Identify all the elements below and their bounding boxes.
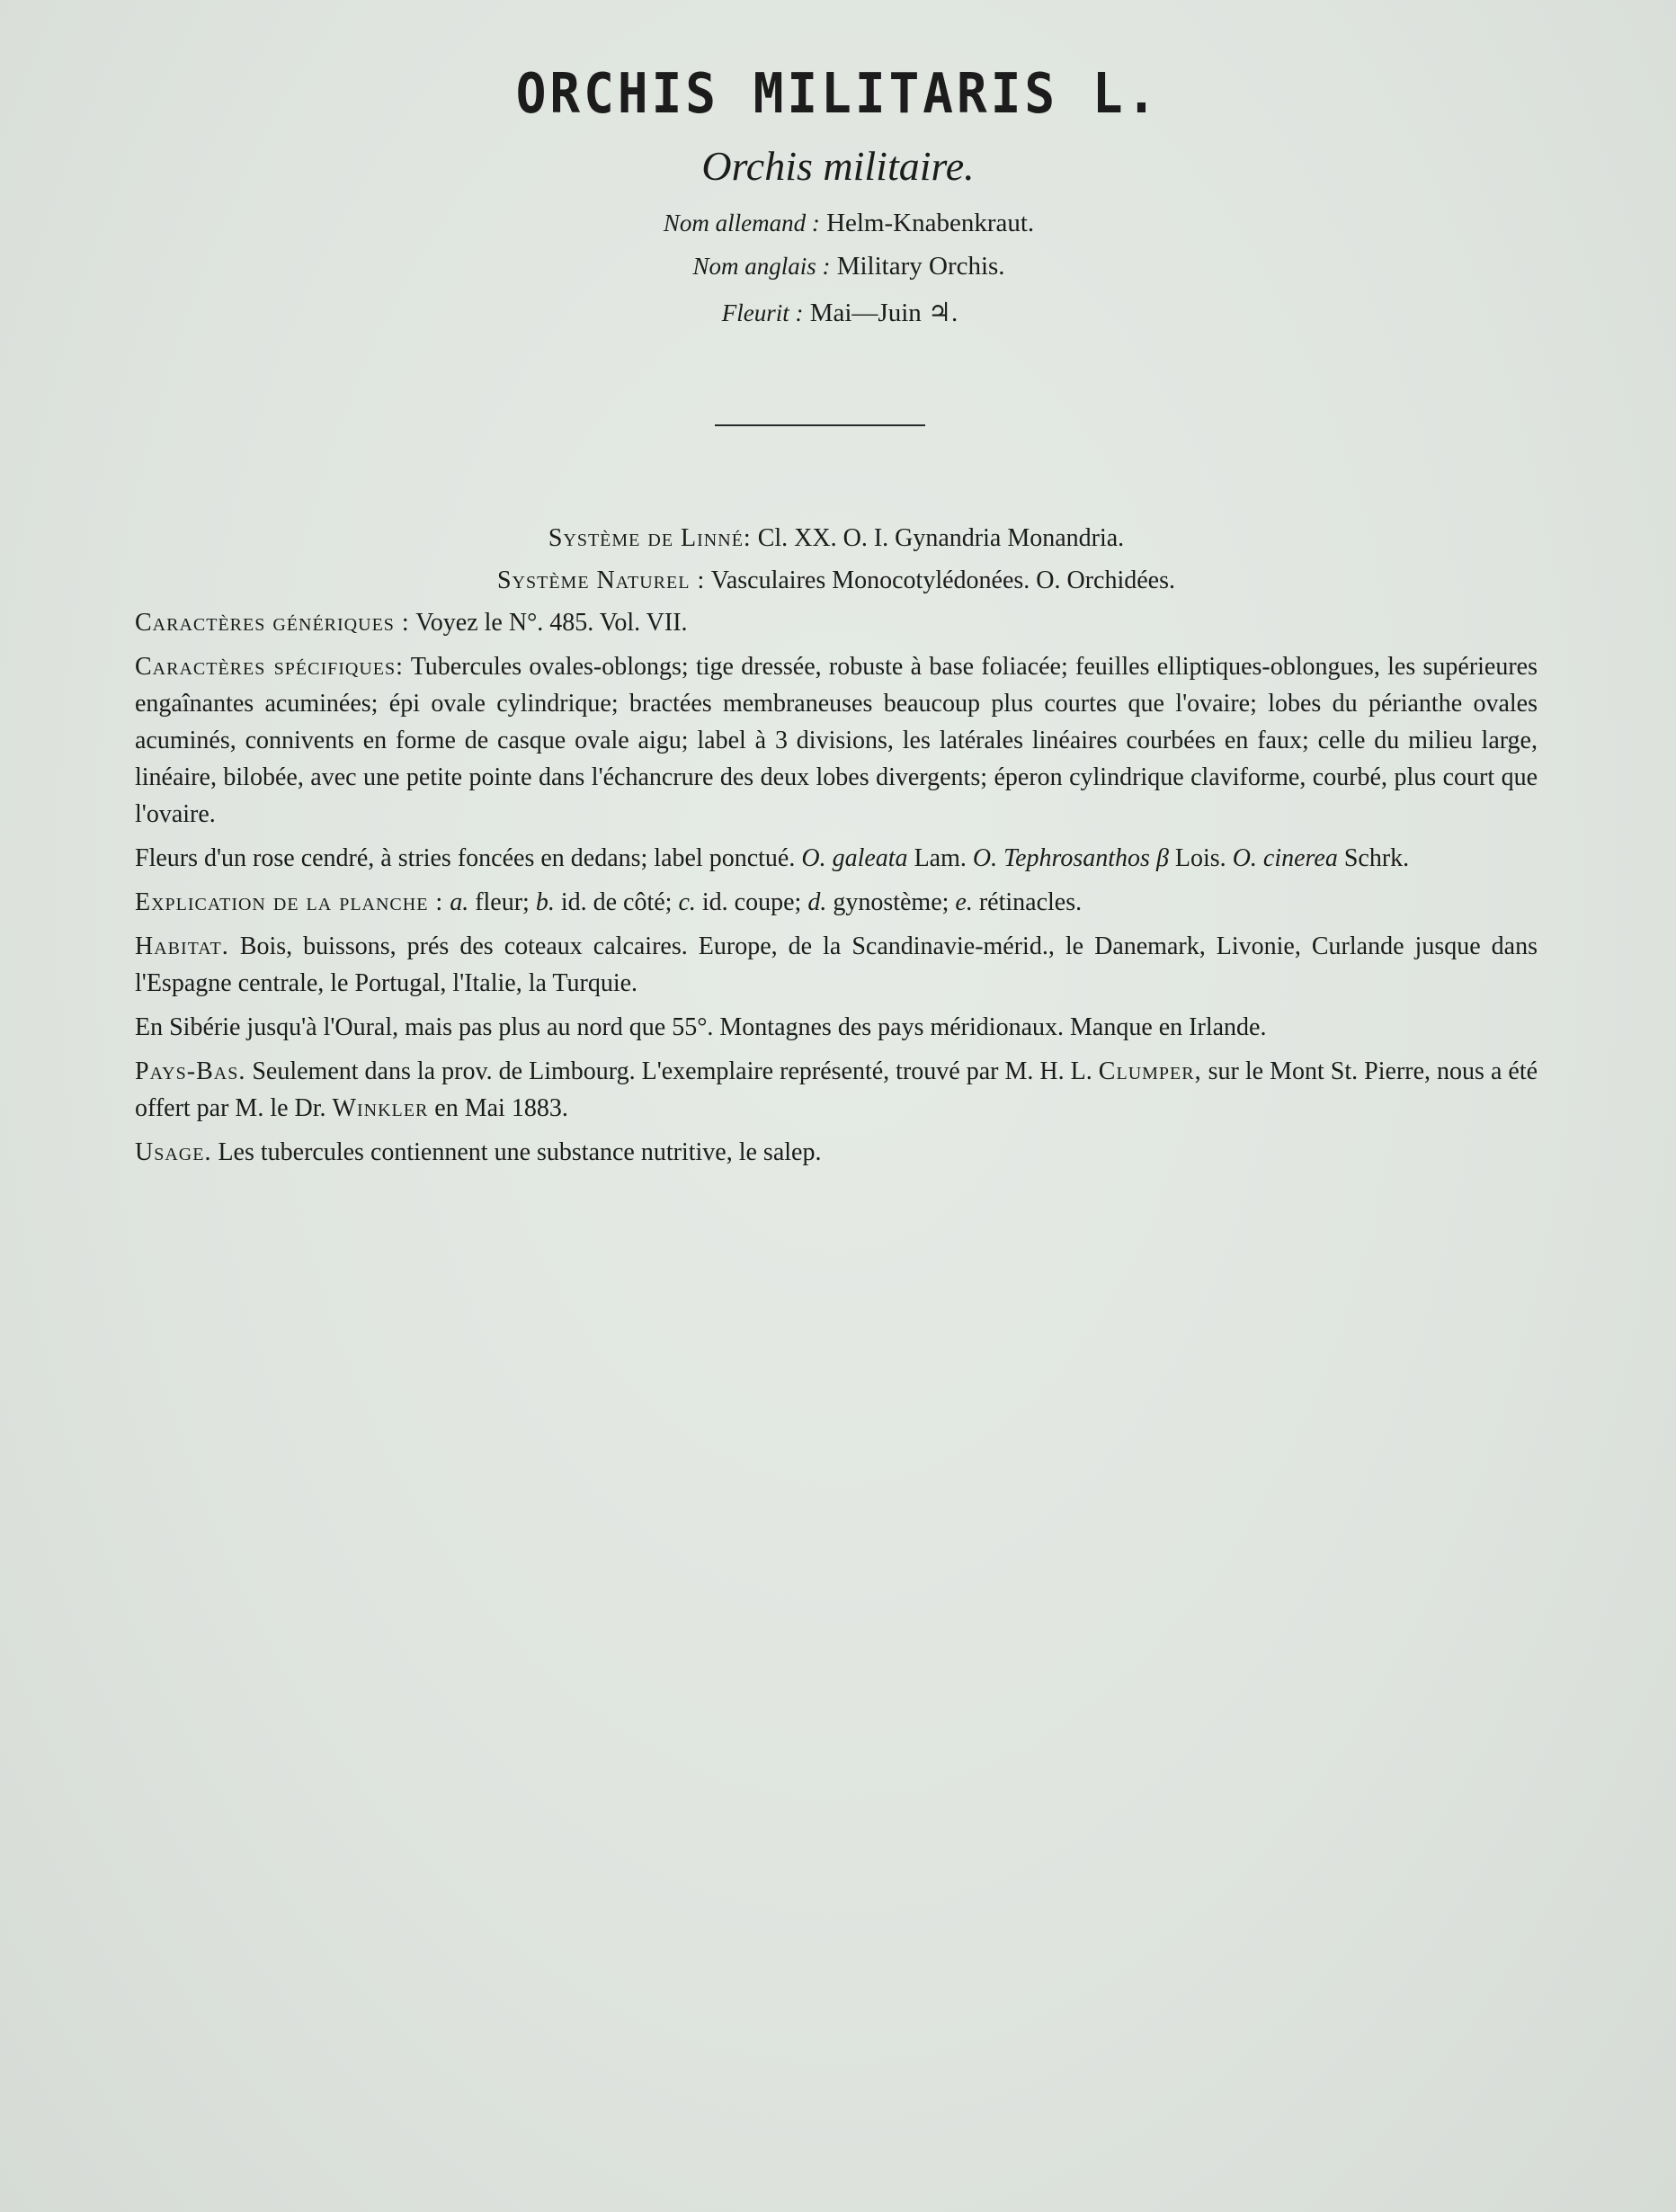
usage-label: Usage. [135, 1138, 212, 1166]
key-c: c. [678, 888, 696, 916]
usage-text: Les tubercules contiennent une substance nutritive, le salep. [218, 1138, 822, 1166]
habitat-paragraph [135, 928, 1538, 1002]
specifiques-label: Caractères spécifiques: [135, 653, 404, 681]
paysbas-text-2: sur le Mont St. Pierre, nous a été offert par M. le Dr. [135, 1057, 1538, 1122]
flowers-paragraph [135, 840, 1538, 877]
key-a: a. [450, 888, 469, 916]
paysbas-label: Pays-Bas. [135, 1057, 246, 1085]
species-title: ORCHIS MILITARIS L. [515, 61, 1161, 127]
netherlands-paragraph [135, 1053, 1538, 1127]
habitat-text: Bois, buissons, prés des coteaux calcaires. Europe, de la Scandinavie-mérid., le Danemark, Livonie, Curlande jusque dans l'Espagne centrale, le Portugal, l'Italie, la Turquie. [135, 932, 1538, 997]
separator-rule [715, 424, 925, 426]
collector-name: Clumper, [1098, 1057, 1202, 1085]
naturel-label: Système Naturel : [496, 566, 706, 594]
author-schrk: Schrk. [1343, 844, 1410, 872]
donor-name: Winkler [332, 1094, 429, 1122]
paysbas-text-3: en Mai 1883. [434, 1094, 568, 1122]
plate-explanation [135, 884, 1538, 921]
german-name-label: Nom allemand : [663, 210, 820, 236]
flowering-label: Fleurit : [721, 299, 804, 326]
fleurs-text: Fleurs d'un rose cendré, à stries foncées en dedans; label ponctué. [135, 844, 796, 872]
english-name-value: Military Orchis. [836, 252, 1005, 281]
expl-b: id. de côté; [560, 888, 673, 916]
specific-characters [135, 648, 1538, 833]
linne-text: Cl. XX. O. I. Gynandria Monandria. [757, 524, 1125, 552]
german-name-value: Helm-Knabenkraut. [826, 209, 1035, 237]
author-lois: Lois. [1174, 844, 1226, 872]
specifiques-text: Tubercules ovales-oblongs; tige dressée, robuste à base foliacée; feuilles elliptiques-oblongues, les supérieures engaînantes acuminées; épi ovale cylindrique; bractées membraneuses beaucoup plus courtes que l'ovaire; lobes du périanthe ovales acuminés, connivents en forme de casque ovale aigu; label à 3 divisions, les latérales linéaires courbées en faux; celle du milieu large, linéaire, bilobée, avec une petite pointe dans l'échancrure des deux lobes divergents; éperon cylindrique claviforme, courbé, plus court que l'ovaire. [135, 653, 1538, 828]
synonym-tephrosanthos: O. Tephrosanthos β [972, 844, 1169, 872]
key-d: d. [807, 888, 827, 916]
synonym-cinerea: O. cinerea [1232, 844, 1338, 872]
linne-label: Système de Linné: [548, 524, 752, 552]
flowering-line [2, 297, 1676, 328]
natural-system-line [135, 562, 1538, 599]
expl-a: fleur; [475, 888, 530, 916]
key-e: e. [955, 888, 973, 916]
expl-c: id. coupe; [701, 888, 802, 916]
flowering-value: Mai—Juin ♃. [809, 299, 958, 327]
english-name-label: Nom anglais : [692, 253, 831, 280]
naturel-text: Vasculaires Monocotylédonées. O. Orchidées. [710, 566, 1176, 594]
expl-e: rétinacles. [978, 888, 1083, 916]
linne-system-line [135, 520, 1538, 557]
generic-characters [135, 604, 1538, 641]
paysbas-text-1: Seulement dans la prov. de Limbourg. L'exemplaire représenté, trouvé par M. H. L. [252, 1057, 1092, 1085]
expl-d: gynostème; [833, 888, 949, 916]
description-body [135, 520, 1538, 1178]
generiques-label: Caractères génériques : [135, 609, 410, 637]
author-lam: Lam. [914, 844, 967, 872]
key-b: b. [535, 888, 555, 916]
french-name: Orchis militaire. [701, 143, 975, 189]
explication-label: Explication de la planche : [135, 888, 444, 916]
synonym-galeata: O. galeata [801, 844, 908, 872]
english-name-line [11, 252, 1676, 281]
generiques-text: Voyez le N°. 485. Vol. VII. [415, 609, 688, 637]
habitat-label: Habitat. [135, 932, 229, 960]
usage-paragraph [135, 1134, 1538, 1171]
siberia-paragraph: En Sibérie jusqu'à l'Oural, mais pas plus au nord que 55°. Montagnes des pays méridionaux. Manque en Irlande. [135, 1013, 1267, 1041]
german-name-line [11, 209, 1676, 238]
